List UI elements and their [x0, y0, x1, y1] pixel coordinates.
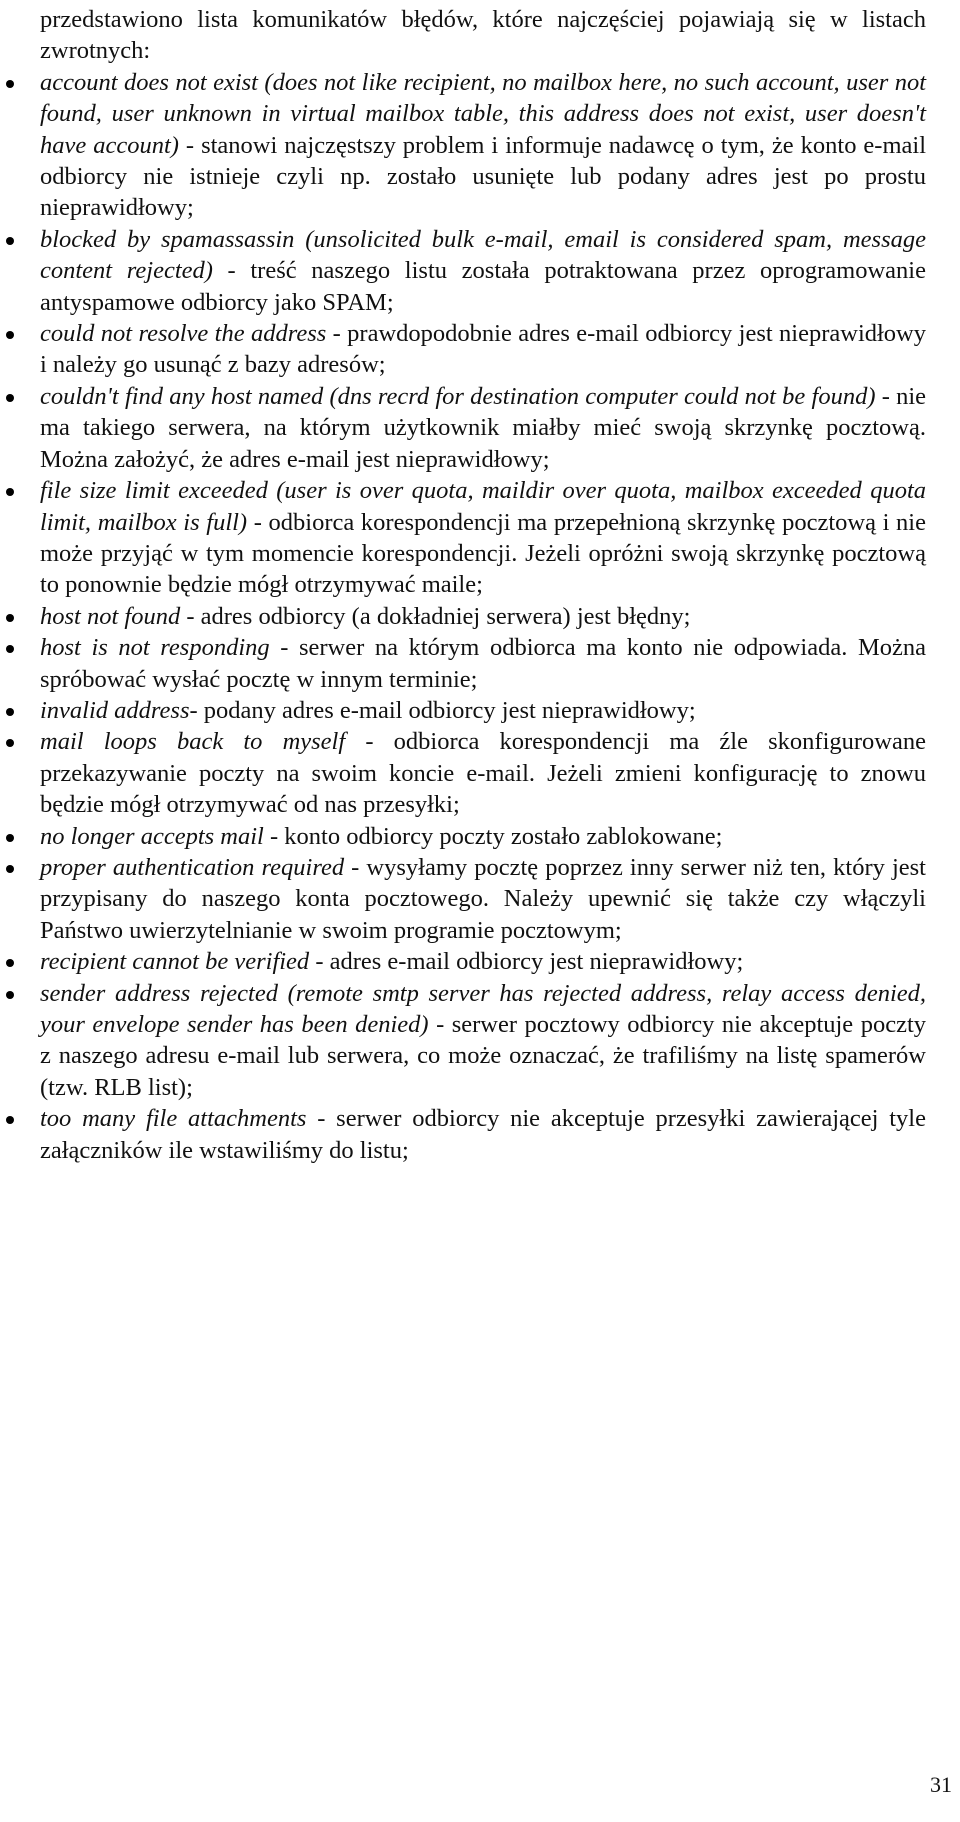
- list-item: [40, 852, 926, 946]
- bullet-icon: [6, 488, 14, 496]
- bullet-icon: [6, 708, 14, 716]
- page-number: 31: [930, 1772, 952, 1797]
- error-term: host is not responding: [40, 634, 270, 662]
- list-item: [40, 475, 926, 601]
- error-description: - nie ma takiego serwera, na którym użytkownik miałby mieć swoją skrzynkę pocztową. Można założyć, że adres e-mail jest nieprawidłowy;: [40, 382, 927, 473]
- error-description: - odbiorca korespondencji ma źle skonfigurowane przekazywanie poczty na swoim koncie e-mail. Jeżeli zmieni konfigurację to znowu będzie mógł otrzymywać od nas przesyłki;: [40, 728, 926, 819]
- bullet-icon: [6, 834, 14, 842]
- list-item: [40, 601, 926, 632]
- error-description: - konto odbiorcy poczty zostało zablokowane;: [263, 822, 723, 850]
- error-description: - odbiorca korespondencji ma przepełnioną skrzynkę pocztową i nie może przyjąć w tym momencie korespondencji. Jeżeli opróżni swoją skrzynkę pocztową to ponownie będzie mógł otrzymywać maile;: [40, 508, 926, 599]
- error-term: blocked by spamassassin (unsolicited bulk e-mail, email is considered spam, message content rejected): [40, 225, 926, 285]
- list-item: [40, 1103, 926, 1166]
- list-item: [40, 726, 926, 820]
- error-term: couldn't find any host named (dns recrd for destination computer could not be found): [40, 382, 876, 410]
- error-message-list: [40, 67, 926, 1166]
- bullet-icon: [6, 394, 14, 402]
- error-description: - wysyłamy pocztę poprzez inny serwer niż ten, który jest przypisany do naszego konta pocztowego. Należy upewnić się także czy włączyli Państwo uwierzytelnianie w swoim programie pocztowym;: [40, 853, 926, 944]
- bullet-icon: [6, 991, 14, 999]
- list-item: [40, 821, 926, 852]
- page-content: [40, 4, 926, 1166]
- error-term: account does not exist (does not like recipient, no mailbox here, no such account, user not found, user unknown in virtual mailbox table, this address does not exist, user doesn't have account): [40, 68, 926, 159]
- error-term: too many file attachments: [40, 1105, 307, 1133]
- error-description: - treść naszego listu została potraktowana przez oprogramowanie antyspamowe odbiorcy jako SPAM;: [40, 257, 926, 316]
- bullet-icon: [6, 80, 14, 88]
- error-description: - serwer pocztowy odbiorcy nie akceptuje poczty z naszego adresu e-mail lub serwera, co może oznaczać, że trafiliśmy na listę spamerów (tzw. RLB list);: [40, 1011, 926, 1101]
- error-description: - adres odbiorcy (a dokładniej serwera) jest błędny;: [180, 602, 691, 630]
- error-description: - adres e-mail odbiorcy jest nieprawidłowy;: [309, 948, 744, 976]
- error-description: - serwer na którym odbiorca ma konto nie odpowiada. Można spróbować wysłać pocztę w innym terminie;: [40, 634, 926, 693]
- list-item: [40, 978, 926, 1104]
- bullet-icon: [6, 865, 14, 873]
- error-term: file size limit exceeded (user is over quota, maildir over quota, mailbox exceeded quota limit, mailbox is full): [40, 477, 926, 536]
- list-item: [40, 946, 926, 977]
- list-item: [40, 632, 926, 695]
- bullet-icon: [6, 1116, 14, 1124]
- error-term: recipient cannot be verified: [40, 948, 310, 976]
- error-description: - stanowi najczęstszy problem i informuje nadawcę o tym, że konto e-mail odbiorcy nie istnieje czyli np. zostało usunięte lub podany adres jest po prostu nieprawidłowy;: [40, 131, 926, 222]
- error-term: no longer accepts mail: [40, 822, 264, 850]
- list-item: [40, 695, 926, 726]
- bullet-icon: [6, 739, 14, 747]
- error-term: mail loops back to myself: [40, 728, 346, 756]
- intro-paragraph: przedstawiono lista komunikatów błędów, które najczęściej pojawiają się w listach zwrotnych:: [40, 6, 926, 65]
- error-description: - prawdopodobnie adres e-mail odbiorcy jest nieprawidłowy i należy go usunąć z bazy adresów;: [40, 320, 927, 379]
- list-item: [40, 318, 926, 381]
- error-term: invalid address: [40, 696, 190, 724]
- error-term: could not resolve the address: [40, 320, 327, 348]
- bullet-icon: [6, 237, 14, 245]
- error-description: - podany adres e-mail odbiorcy jest nieprawidłowy;: [189, 696, 696, 724]
- list-item: [40, 67, 926, 224]
- error-description: - serwer odbiorcy nie akceptuje przesyłki zawierającej tyle załączników ile wstawiliśmy do listu;: [40, 1105, 926, 1164]
- list-item: [40, 224, 926, 318]
- error-term: host not found: [40, 602, 181, 630]
- bullet-icon: [6, 614, 14, 622]
- bullet-icon: [6, 645, 14, 653]
- error-term: sender address rejected (remote smtp server has rejected address, relay access denied, your envelope sender has been denied): [40, 979, 926, 1038]
- bullet-icon: [6, 959, 14, 967]
- list-item: [40, 381, 926, 475]
- error-term: proper authentication required: [40, 853, 345, 881]
- bullet-icon: [6, 331, 14, 339]
